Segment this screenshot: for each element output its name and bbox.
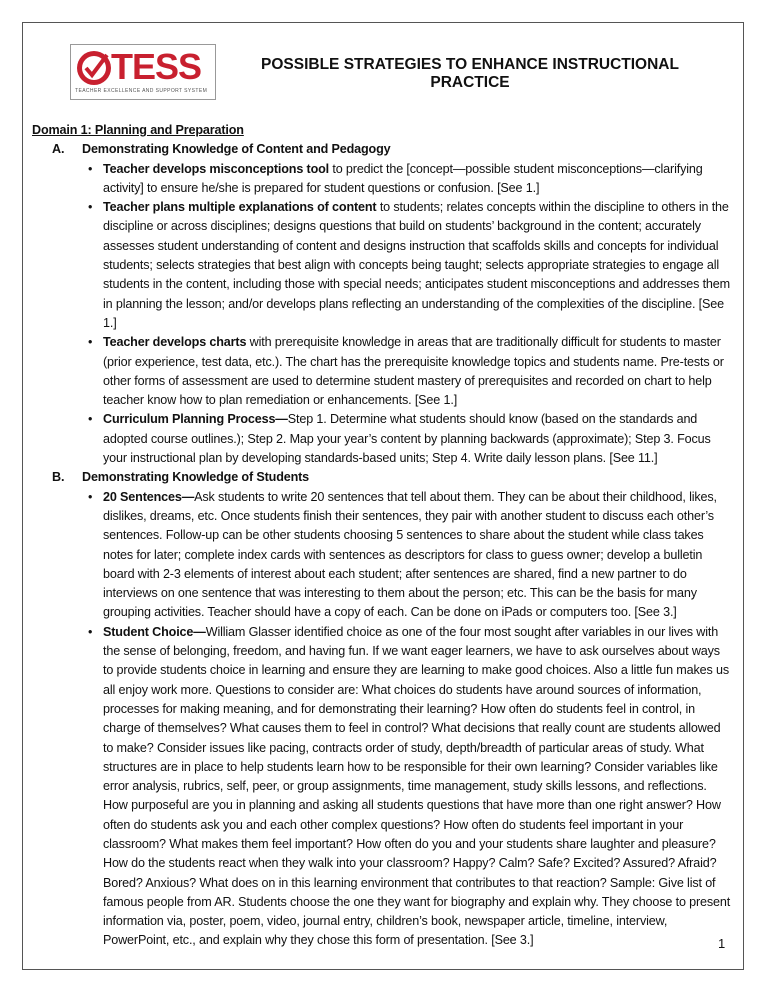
bullet-text: with prerequisite knowledge in areas that are traditionally difficult for students to master (prior experience, test data, etc.). The chart has the prerequisite knowledge topics and students name. Pre-tests or other forms of assessment are used to determine student mastery of prerequisites and recorded on chart to help teacher know how to plan remediation or enhancements. [See 1.]	[103, 335, 724, 408]
bullet-lead: Teacher plans multiple explanations of content	[103, 200, 377, 215]
section-heading	[32, 468, 732, 487]
document-body	[32, 121, 732, 951]
logo-word: TESS	[111, 46, 202, 87]
checkmark-icon	[77, 51, 111, 85]
section-letter: A.	[52, 142, 65, 157]
section-heading	[32, 140, 732, 159]
bullet-lead: Student Choice—	[103, 624, 206, 639]
page-title: POSSIBLE STRATEGIES TO ENHANCE INSTRUCTIONAL PRACTICE	[261, 56, 679, 91]
bullet-list	[32, 488, 732, 951]
bullet-text: to students; relates concepts within the discipline to others in the discipline or across disciplines; designs questions that build on students’ background in the content; accurately assesses student understanding of content and designs instruction that scaffolds skills and concepts for individual students; selects strategies that best align with concepts being taught; selects appropriate strategies to engage all students in the content, including those with special needs; anticipates student misconceptions and addresses them in planning the lesson; and/or develops plans reflecting an understanding of the complexities of the discipline. [See 1.]	[103, 200, 730, 330]
bullet-item	[88, 333, 732, 410]
bullet-text: to predict the [concept—possible student misconceptions—clarifying activity] to ensure he/she is prepared for student questions or confusion. [See 1.]	[103, 161, 703, 195]
bullet-icon: •	[88, 200, 93, 215]
section-title: Demonstrating Knowledge of Students	[82, 470, 310, 485]
bullet-lead: Teacher develops charts	[103, 335, 247, 350]
bullet-item	[88, 410, 732, 468]
bullet-lead: Teacher develops misconceptions tool	[103, 161, 330, 176]
bullet-icon: •	[88, 335, 93, 350]
bullet-icon: •	[88, 624, 93, 639]
section-letter: B.	[52, 470, 65, 485]
bullet-icon: •	[88, 412, 93, 427]
bullet-list	[32, 160, 732, 469]
bullet-item	[88, 488, 732, 623]
bullet-item	[88, 623, 732, 951]
bullet-item	[88, 160, 732, 199]
logo-tagline: TEACHER EXCELLENCE AND SUPPORT SYSTEM	[75, 88, 208, 94]
section-title: Demonstrating Knowledge of Content and Pedagogy	[82, 142, 391, 157]
domain-heading: Domain 1: Planning and Preparation	[32, 123, 244, 137]
page-number: 1	[718, 936, 726, 951]
tess-logo	[70, 44, 216, 100]
bullet-icon: •	[88, 489, 93, 504]
bullet-text: Ask students to write 20 sentences that tell about them. They can be about their childhood, likes, dislikes, dreams, etc. Once students finish their sentences, they pair with another student to discuss each other’s sentences. Follow-up can be other students choosing 5 sentences to share about the student while class takes notes for later; complete index cards with sentences as descriptors for class to guess owner; develop a bulletin board with 2-3 elements of interest about each student; after sentences are shared, find a new partner to do interviews on one sentence that was interesting to them about the person; etc. This can be the basis for many grouping activities. Teacher should have a copy of each. Can be done on iPads or computers too. [See 3.]	[103, 489, 717, 620]
bullet-lead: Curriculum Planning Process—	[103, 412, 288, 427]
bullet-lead: 20 Sentences—	[103, 489, 195, 504]
bullet-text: Step 1. Determine what students should know (based on the standards and adopted course outlines.); Step 2. Map your year’s content by planning backwards (approximate); Step 3. Focus your instructional plan by developing standards-based units; Step 4. Write daily lesson plans. [See 11.]	[103, 412, 711, 466]
bullet-item	[88, 198, 732, 333]
bullet-icon: •	[88, 161, 93, 176]
bullet-text: William Glasser identified choice as one of the four most sought after variables in our lives with the sense of belonging, freedom, and having fun. If we want eager learners, we have to ask ourselves about ways to provide students choice in learning and ensure they are learning to make good choices. Also a little fun makes us all enjoy work more. Questions to consider are: What choices do students have around sources of information, processes for making meaning, and for demonstrating their learning? How often do students feel in control, in charge of themselves? What causes them to feel in control? What decisions that really count are students allowed to make? Consider issues like pacing, contracts order of study, depth/breadth of particular areas of study. What structures are in place to help students learn how to be responsible for their own learning? Consider variables like error analysis, rubrics, self, peer, or group assignments, time management, study skills lessons, and reflections. How purposeful are you in planning and asking all students questions that have more than one right answer? How often do students ask you and each other complex questions? How often do students feel important in your classroom? What makes them feel important? How often do you and your students share laughter and pleasure? How do the students react when they walk into your classroom? Happy? Calm? Safe? Excited? Assured? Afraid? Bored? Anxious? What does on in this learning environment that contributes to that reaction? Sample: Give list of famous people from AR. Students choose the one they want for biography and explain why. They choose to present information via, poster, poem, video, journal entry, children’s book, newspaper article, timeline, interview, PowerPoint, etc., and explain why they chose this form of presentation. [See 3.]	[103, 624, 731, 948]
